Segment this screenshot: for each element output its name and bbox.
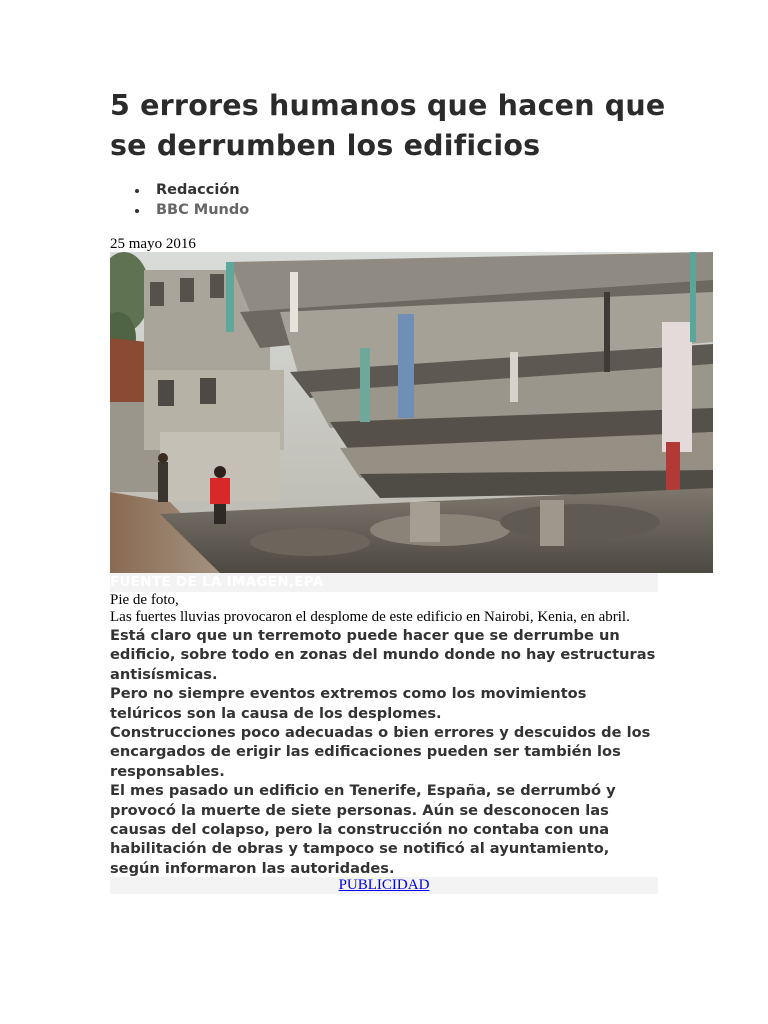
image-credit: FUENTE DE LA IMAGEN,EPA <box>110 574 324 590</box>
byline-author: Redacción <box>110 180 249 200</box>
byline-list <box>110 180 249 220</box>
byline-source: BBC Mundo <box>110 200 249 220</box>
collapsed-building-photo <box>110 252 713 573</box>
article-date: 25 mayo 2016 <box>110 236 196 252</box>
advertisement-link[interactable]: PUBLICIDAD <box>338 877 430 893</box>
article-title: 5 errores humanos que hacen que se derrumben los edificios <box>110 89 666 162</box>
body-paragraph: El mes pasado un edificio en Tenerife, España, se derrumbó y provocó la muerte de siete personas. Aún se desconocen las causas del colapso, pero la construcción no contaba con una habilitación de obras y tampoco se notificó al ayuntamiento, según informaron las autoridades. <box>110 782 616 877</box>
photo-caption: Las fuertes lluvias provocaron el desplome de este edificio en Nairobi, Kenia, en abril. <box>110 609 630 625</box>
caption-label: Pie de foto, <box>110 592 179 608</box>
body-paragraph: Construcciones poco adecuadas o bien errores y descuidos de los encargados de erigir las edificaciones pueden ser también los responsables. <box>110 724 651 780</box>
body-paragraph: Pero no siempre eventos extremos como los movimientos telúricos son la causa de los desplomes. <box>110 685 587 722</box>
article-body <box>110 626 662 878</box>
body-paragraph: Está claro que un terremoto puede hacer que se derrumbe un edificio, sobre todo en zonas del mundo donde no hay estructuras antisísmicas. <box>110 627 656 683</box>
